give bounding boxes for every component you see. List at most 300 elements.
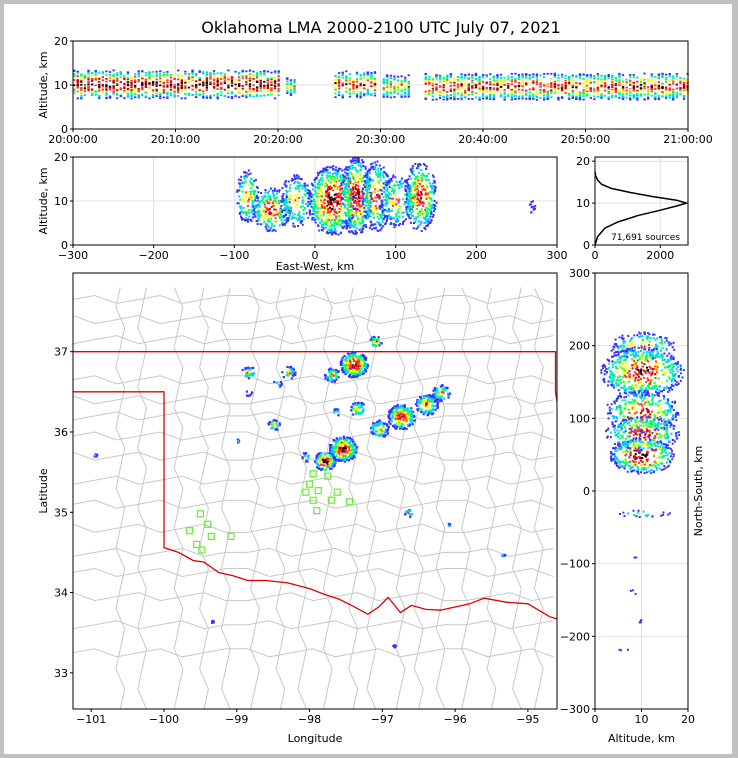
density-pixel bbox=[625, 93, 627, 95]
density-pixel bbox=[275, 230, 277, 232]
density-pixel bbox=[241, 210, 243, 212]
density-pixel bbox=[401, 178, 403, 180]
density-pixel bbox=[248, 216, 250, 218]
density-pixel bbox=[356, 90, 358, 92]
density-pixel bbox=[286, 80, 288, 82]
density-pixel bbox=[283, 183, 285, 185]
density-pixel bbox=[339, 223, 341, 225]
density-pixel bbox=[234, 84, 236, 86]
density-pixel bbox=[102, 79, 104, 81]
density-pixel bbox=[554, 83, 556, 85]
density-pixel bbox=[433, 180, 435, 182]
density-pixel bbox=[640, 78, 642, 80]
density-pixel bbox=[457, 85, 459, 87]
density-pixel bbox=[389, 199, 391, 201]
density-pixel bbox=[423, 188, 425, 190]
density-pixel bbox=[227, 86, 229, 88]
density-pixel bbox=[383, 191, 385, 193]
density-pixel bbox=[608, 86, 610, 88]
density-pixel bbox=[262, 199, 264, 201]
density-pixel bbox=[84, 78, 86, 80]
density-pixel bbox=[669, 97, 671, 99]
density-pixel bbox=[411, 215, 413, 217]
density-pixel bbox=[679, 77, 681, 79]
x-tick-label: 20:50:00 bbox=[560, 133, 611, 146]
density-pixel bbox=[327, 215, 329, 217]
density-pixel bbox=[302, 199, 304, 201]
density-pixel bbox=[390, 81, 392, 83]
density-pixel bbox=[443, 89, 445, 91]
density-pixel bbox=[293, 86, 295, 88]
density-pixel bbox=[543, 97, 545, 99]
density-pixel bbox=[322, 170, 324, 172]
density-pixel bbox=[279, 217, 281, 219]
density-pixel bbox=[339, 176, 341, 178]
density-pixel bbox=[353, 375, 355, 377]
county-line bbox=[138, 288, 147, 710]
density-pixel bbox=[320, 201, 322, 203]
density-pixel bbox=[95, 94, 97, 96]
density-pixel bbox=[363, 207, 365, 209]
density-pixel bbox=[423, 203, 425, 205]
map-content bbox=[4, 288, 569, 710]
density-pixel bbox=[604, 90, 606, 92]
x-tick-label: 200 bbox=[465, 249, 487, 262]
county-line bbox=[73, 500, 553, 508]
density-pixel bbox=[300, 206, 302, 208]
density-pixel bbox=[260, 192, 262, 194]
density-pixel bbox=[355, 412, 357, 414]
density-pixel bbox=[398, 200, 400, 202]
density-pixel bbox=[564, 77, 566, 79]
density-pixel bbox=[525, 93, 527, 95]
density-pixel bbox=[425, 198, 427, 200]
density-pixel bbox=[340, 174, 342, 176]
density-pixel bbox=[350, 160, 352, 162]
density-pixel bbox=[80, 84, 82, 86]
density-pixel bbox=[356, 205, 358, 207]
density-pixel bbox=[257, 223, 259, 225]
density-pixel bbox=[377, 213, 379, 215]
density-pixel bbox=[550, 96, 552, 98]
density-pixel bbox=[389, 186, 391, 188]
density-pixel bbox=[482, 93, 484, 95]
density-pixel bbox=[384, 203, 386, 205]
density-pixel bbox=[279, 207, 281, 209]
density-pixel bbox=[334, 80, 336, 82]
density-pixel bbox=[361, 411, 363, 413]
density-pixel bbox=[460, 87, 462, 89]
density-pixel bbox=[337, 223, 339, 225]
density-pixel bbox=[651, 73, 653, 75]
density-pixel bbox=[618, 97, 620, 99]
density-pixel bbox=[482, 90, 484, 92]
density-pixel bbox=[402, 223, 404, 225]
density-pixel bbox=[290, 89, 292, 91]
density-pixel bbox=[359, 94, 361, 96]
density-pixel bbox=[363, 408, 365, 410]
density-pixel bbox=[156, 74, 158, 76]
density-pixel bbox=[419, 224, 421, 226]
density-pixel bbox=[377, 170, 379, 172]
density-pixel bbox=[582, 93, 584, 95]
density-pixel bbox=[239, 182, 241, 184]
density-pixel bbox=[352, 88, 354, 90]
density-pixel bbox=[658, 98, 660, 100]
density-pixel bbox=[514, 86, 516, 88]
density-pixel bbox=[359, 187, 361, 189]
y-axis-title: Altitude, km bbox=[37, 51, 50, 119]
density-pixel bbox=[460, 73, 462, 75]
density-pixel bbox=[252, 206, 254, 208]
density-pixel bbox=[263, 90, 265, 92]
density-pixel bbox=[349, 223, 351, 225]
density-pixel bbox=[127, 81, 129, 83]
density-pixel bbox=[291, 180, 293, 182]
density-pixel bbox=[349, 356, 351, 358]
density-pixel bbox=[362, 197, 364, 199]
density-pixel bbox=[414, 163, 416, 165]
density-pixel bbox=[298, 190, 300, 192]
density-pixel bbox=[371, 205, 373, 207]
density-pixel bbox=[604, 75, 606, 77]
density-pixel bbox=[256, 186, 258, 188]
density-pixel bbox=[514, 92, 516, 94]
density-pixel bbox=[134, 85, 136, 87]
density-pixel bbox=[365, 211, 367, 213]
density-pixel bbox=[267, 90, 269, 92]
county-line bbox=[462, 288, 471, 710]
density-pixel bbox=[386, 219, 388, 221]
density-pixel bbox=[669, 84, 671, 86]
density-pixel bbox=[359, 210, 361, 212]
density-pixel bbox=[245, 88, 247, 90]
density-pixel bbox=[359, 78, 361, 80]
density-pixel bbox=[381, 215, 383, 217]
density-pixel bbox=[376, 342, 378, 344]
density-pixel bbox=[352, 219, 354, 221]
density-pixel bbox=[357, 208, 359, 210]
density-pixel bbox=[335, 378, 337, 380]
density-pixel bbox=[123, 83, 125, 85]
density-pixel bbox=[331, 181, 333, 183]
density-pixel bbox=[213, 77, 215, 79]
density-pixel bbox=[227, 76, 229, 78]
density-pixel bbox=[344, 366, 346, 368]
density-pixel bbox=[290, 200, 292, 202]
density-pixel bbox=[315, 178, 317, 180]
density-pixel bbox=[77, 90, 79, 92]
density-pixel bbox=[665, 74, 667, 76]
density-pixel bbox=[342, 193, 344, 195]
density-pixel bbox=[426, 165, 428, 167]
density-pixel bbox=[489, 97, 491, 99]
density-pixel bbox=[423, 227, 425, 229]
density-pixel bbox=[375, 345, 377, 347]
county-line bbox=[116, 288, 125, 710]
density-pixel bbox=[335, 197, 337, 199]
density-pixel bbox=[564, 92, 566, 94]
density-pixel bbox=[254, 206, 256, 208]
density-pixel bbox=[333, 369, 335, 371]
density-pixel bbox=[249, 88, 251, 90]
density-pixel bbox=[358, 356, 360, 358]
density-pixel bbox=[95, 70, 97, 72]
density-pixel bbox=[390, 210, 392, 212]
density-pixel bbox=[383, 166, 385, 168]
density-pixel bbox=[381, 186, 383, 188]
density-pixel bbox=[369, 227, 371, 229]
density-pixel bbox=[322, 188, 324, 190]
density-pixel bbox=[457, 88, 459, 90]
density-pixel bbox=[188, 73, 190, 75]
density-pixel bbox=[446, 91, 448, 93]
density-pixel bbox=[622, 81, 624, 83]
density-pixel bbox=[245, 76, 247, 78]
density-pixel bbox=[145, 74, 147, 76]
density-pixel bbox=[453, 99, 455, 101]
density-pixel bbox=[138, 95, 140, 97]
density-pixel bbox=[611, 78, 613, 80]
density-pixel bbox=[231, 85, 233, 87]
density-pixel bbox=[290, 184, 292, 186]
density-pixel bbox=[390, 222, 392, 224]
density-pixel bbox=[410, 190, 412, 192]
density-pixel bbox=[593, 77, 595, 79]
density-pixel bbox=[348, 220, 350, 222]
density-pixel bbox=[130, 95, 132, 97]
density-pixel bbox=[362, 165, 364, 167]
density-pixel bbox=[252, 84, 254, 86]
density-pixel bbox=[260, 87, 262, 89]
density-pixel bbox=[347, 353, 349, 355]
density-pixel bbox=[362, 373, 364, 375]
density-pixel bbox=[209, 78, 211, 80]
density-pixel bbox=[457, 83, 459, 85]
density-pixel bbox=[351, 231, 353, 233]
density-pixel bbox=[433, 207, 435, 209]
density-pixel bbox=[486, 91, 488, 93]
density-pixel bbox=[227, 96, 229, 98]
density-pixel bbox=[95, 90, 97, 92]
density-pixel bbox=[415, 203, 417, 205]
density-pixel bbox=[372, 185, 374, 187]
density-pixel bbox=[604, 84, 606, 86]
density-pixel bbox=[356, 95, 358, 97]
density-pixel bbox=[320, 190, 322, 192]
density-pixel bbox=[386, 83, 388, 85]
x-tick-label: 21:00:00 bbox=[663, 133, 713, 146]
density-pixel bbox=[393, 96, 395, 98]
density-pixel bbox=[181, 75, 183, 77]
density-pixel bbox=[311, 213, 313, 215]
density-pixel bbox=[405, 218, 407, 220]
density-pixel bbox=[270, 92, 272, 94]
density-pixel bbox=[98, 86, 100, 88]
density-pixel bbox=[397, 90, 399, 92]
storm-cell-7 bbox=[350, 402, 365, 416]
density-pixel bbox=[159, 84, 161, 86]
density-pixel bbox=[166, 94, 168, 96]
density-pixel bbox=[493, 84, 495, 86]
density-pixel bbox=[356, 369, 358, 371]
density-pixel bbox=[457, 76, 459, 78]
density-pixel bbox=[276, 190, 278, 192]
density-pixel bbox=[338, 221, 340, 223]
density-pixel bbox=[604, 78, 606, 80]
density-pixel bbox=[327, 220, 329, 222]
density-pixel bbox=[332, 375, 334, 377]
density-pixel bbox=[286, 199, 288, 201]
density-pixel bbox=[166, 71, 168, 73]
density-pixel bbox=[388, 210, 390, 212]
density-pixel bbox=[256, 77, 258, 79]
density-pixel bbox=[532, 73, 534, 75]
density-pixel bbox=[421, 230, 423, 232]
density-pixel bbox=[277, 88, 279, 90]
density-pixel bbox=[379, 176, 381, 178]
density-pixel bbox=[651, 79, 653, 81]
density-pixel bbox=[188, 78, 190, 80]
density-pixel bbox=[240, 208, 242, 210]
density-pixel bbox=[335, 369, 337, 371]
density-pixel bbox=[231, 81, 233, 83]
density-pixel bbox=[622, 91, 624, 93]
density-pixel bbox=[665, 93, 667, 95]
density-pixel bbox=[366, 183, 368, 185]
density-pixel bbox=[87, 82, 89, 84]
density-pixel bbox=[280, 381, 282, 383]
density-pixel bbox=[358, 360, 360, 362]
density-pixel bbox=[352, 205, 354, 207]
density-pixel bbox=[282, 199, 284, 201]
density-pixel bbox=[460, 84, 462, 86]
density-pixel bbox=[400, 180, 402, 182]
density-pixel bbox=[257, 205, 259, 207]
density-pixel bbox=[334, 194, 336, 196]
density-pixel bbox=[102, 84, 104, 86]
density-pixel bbox=[123, 75, 125, 77]
density-pixel bbox=[362, 203, 364, 205]
storm-cell-6 bbox=[246, 391, 253, 397]
density-pixel bbox=[382, 182, 384, 184]
density-pixel bbox=[195, 87, 197, 89]
density-pixel bbox=[489, 83, 491, 85]
density-pixel bbox=[356, 72, 358, 74]
density-pixel bbox=[387, 432, 389, 434]
density-pixel bbox=[260, 223, 262, 225]
density-pixel bbox=[432, 216, 434, 218]
density-pixel bbox=[252, 90, 254, 92]
density-pixel bbox=[361, 231, 363, 233]
density-pixel bbox=[273, 195, 275, 197]
density-pixel bbox=[116, 74, 118, 76]
density-pixel bbox=[464, 74, 466, 76]
density-pixel bbox=[227, 90, 229, 92]
density-pixel bbox=[299, 182, 301, 184]
density-pixel bbox=[390, 218, 392, 220]
density-pixel bbox=[250, 178, 252, 180]
density-pixel bbox=[529, 91, 531, 93]
density-pixel bbox=[245, 373, 247, 375]
density-pixel bbox=[425, 91, 427, 93]
density-pixel bbox=[206, 84, 208, 86]
density-pixel bbox=[350, 168, 352, 170]
density-pixel bbox=[417, 205, 419, 207]
density-pixel bbox=[363, 84, 365, 86]
x-tick-label: −300 bbox=[57, 249, 89, 262]
density-pixel bbox=[249, 83, 251, 85]
density-pixel bbox=[145, 72, 147, 74]
density-pixel bbox=[274, 85, 276, 87]
density-pixel bbox=[163, 97, 165, 99]
density-pixel bbox=[267, 94, 269, 96]
density-pixel bbox=[450, 76, 452, 78]
density-pixel bbox=[433, 210, 435, 212]
density-pixel bbox=[426, 215, 428, 217]
density-pixel bbox=[618, 84, 620, 86]
density-pixel bbox=[382, 221, 384, 223]
density-pixel bbox=[338, 180, 340, 182]
density-pixel bbox=[285, 222, 287, 224]
density-pixel bbox=[291, 377, 293, 379]
density-pixel bbox=[395, 213, 397, 215]
storm-cell-3 bbox=[281, 366, 296, 380]
density-pixel bbox=[105, 81, 107, 83]
density-pixel bbox=[352, 356, 354, 358]
density-pixel bbox=[294, 374, 296, 376]
density-pixel bbox=[428, 207, 430, 209]
density-pixel bbox=[428, 76, 430, 78]
density-pixel bbox=[109, 86, 111, 88]
density-pixel bbox=[672, 77, 674, 79]
density-pixel bbox=[352, 176, 354, 178]
density-pixel bbox=[239, 184, 241, 186]
density-pixel bbox=[359, 229, 361, 231]
density-pixel bbox=[647, 93, 649, 95]
density-pixel bbox=[633, 74, 635, 76]
density-pixel bbox=[285, 203, 287, 205]
density-pixel bbox=[327, 175, 329, 177]
density-pixel bbox=[608, 96, 610, 98]
density-pixel bbox=[163, 74, 165, 76]
density-pixel bbox=[298, 197, 300, 199]
density-pixel bbox=[350, 192, 352, 194]
density-pixel bbox=[372, 224, 374, 226]
density-pixel bbox=[507, 83, 509, 85]
density-pixel bbox=[651, 91, 653, 93]
density-pixel bbox=[460, 77, 462, 79]
density-pixel bbox=[283, 215, 285, 217]
density-pixel bbox=[590, 87, 592, 89]
density-pixel bbox=[224, 80, 226, 82]
density-pixel bbox=[259, 205, 261, 207]
density-pixel bbox=[290, 87, 292, 89]
density-pixel bbox=[270, 188, 272, 190]
density-pixel bbox=[432, 88, 434, 90]
density-pixel bbox=[280, 384, 282, 386]
density-pixel bbox=[361, 217, 363, 219]
density-pixel bbox=[148, 73, 150, 75]
density-pixel bbox=[600, 81, 602, 83]
density-pixel bbox=[390, 75, 392, 77]
density-pixel bbox=[286, 92, 288, 94]
density-pixel bbox=[504, 98, 506, 100]
density-pixel bbox=[453, 91, 455, 93]
density-pixel bbox=[460, 91, 462, 93]
density-pixel bbox=[496, 79, 498, 81]
density-pixel bbox=[268, 190, 270, 192]
